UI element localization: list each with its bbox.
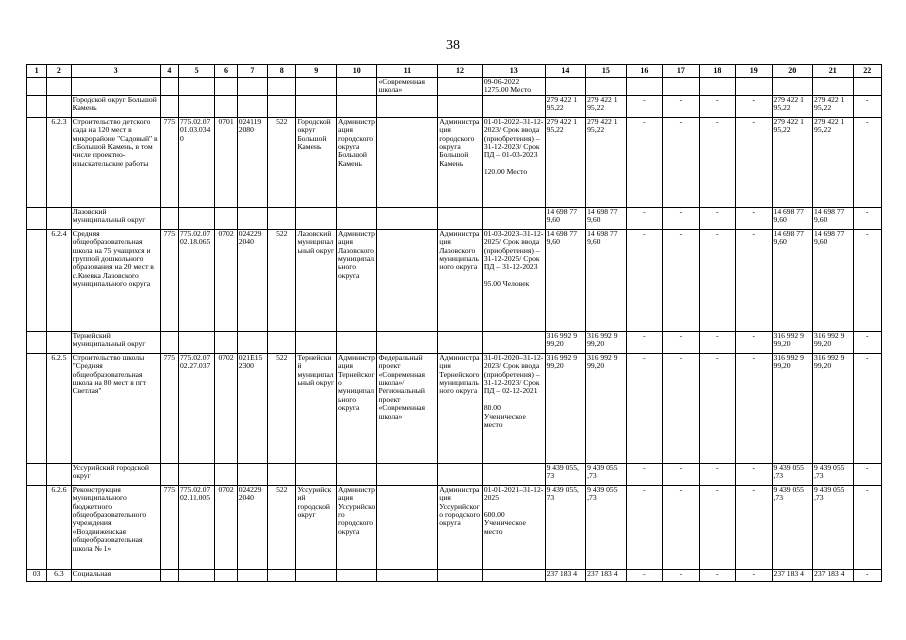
table-cell: [336, 78, 377, 96]
table-cell: [482, 569, 545, 581]
table-cell: -: [853, 331, 881, 353]
table-cell: [178, 463, 214, 485]
table-cell: [27, 207, 47, 229]
table-cell: -: [626, 463, 662, 485]
table-cell: 316 992 9 99,20: [586, 331, 627, 353]
table-cell: [663, 78, 699, 96]
table-cell: -: [853, 95, 881, 117]
table-cell: [47, 331, 71, 353]
table-cell: Тернейский муниципальный округ: [71, 331, 160, 353]
table-cell: -: [699, 229, 735, 331]
table-cell: 03: [27, 569, 47, 581]
table-cell: [438, 95, 483, 117]
table-cell: -: [626, 117, 662, 207]
table-cell: Уссурийский городской округ: [296, 485, 337, 569]
table-cell: [813, 78, 854, 96]
table-cell: 522: [268, 485, 296, 569]
table-cell: [268, 207, 296, 229]
table-cell: [27, 78, 47, 96]
table-cell: Администрация Тернейского муниципального округа: [336, 353, 377, 463]
table-cell: 237 183 4: [545, 569, 586, 581]
table-cell: [545, 78, 586, 96]
table-cell: 775.02.07 02.11.005: [178, 485, 214, 569]
table-cell: 279 422 1 95,22: [813, 95, 854, 117]
table-cell: 775: [160, 117, 178, 207]
table-cell: [71, 78, 160, 96]
table-cell: -: [736, 463, 772, 485]
table-cell: [268, 95, 296, 117]
header-cell: 12: [438, 65, 483, 78]
table-cell: [268, 569, 296, 581]
table-cell: -: [699, 117, 735, 207]
table-cell: [296, 207, 337, 229]
table-cell: 9 439 055, 73: [545, 463, 586, 485]
table-cell: Администрация Тернейского муниципального округа: [438, 353, 483, 463]
table-cell: -: [626, 229, 662, 331]
table-cell: Городской округ Большой Камень: [71, 95, 160, 117]
table-cell: [377, 331, 438, 353]
table-cell: -: [736, 229, 772, 331]
table-cell: -: [626, 207, 662, 229]
table-cell: [160, 569, 178, 581]
header-cell: 8: [268, 65, 296, 78]
table-cell: -: [663, 569, 699, 581]
table-cell: [237, 331, 267, 353]
table-cell: [160, 463, 178, 485]
table-cell: 279 422 1 95,22: [772, 95, 813, 117]
table-cell: 14 698 77 9,60: [545, 207, 586, 229]
header-cell: 15: [586, 65, 627, 78]
header-cell: 3: [71, 65, 160, 78]
table-cell: -: [699, 569, 735, 581]
table-cell: -: [699, 95, 735, 117]
table-cell: Строительство школы "Средняя общеобразовательная школа на 80 мест в пгт Светлая": [71, 353, 160, 463]
table-cell: 775.02.07 02.18.065: [178, 229, 214, 331]
table-cell: 279 422 1 95,22: [772, 117, 813, 207]
table-cell: 316 992 9 99,20: [813, 353, 854, 463]
table-cell: -: [626, 485, 662, 569]
table-cell: [377, 569, 438, 581]
table-cell: [438, 331, 483, 353]
table-cell: [215, 463, 237, 485]
table-cell: 14 698 77 9,60: [545, 229, 586, 331]
table-cell: [27, 463, 47, 485]
table-row: [27, 95, 882, 117]
table-row: [27, 117, 882, 207]
table-cell: -: [663, 207, 699, 229]
table-cell: -: [663, 331, 699, 353]
table-cell: 6.2.6: [47, 485, 71, 569]
page-number: 38: [446, 38, 460, 53]
table-cell: [377, 485, 438, 569]
table-cell: [377, 95, 438, 117]
table-cell: -: [663, 353, 699, 463]
table-cell: -: [853, 229, 881, 331]
table-cell: -: [853, 117, 881, 207]
table-cell: [237, 95, 267, 117]
table-cell: [178, 207, 214, 229]
table-cell: [336, 95, 377, 117]
table-cell: [178, 331, 214, 353]
header-cell: 1: [27, 65, 47, 78]
table-cell: [178, 95, 214, 117]
table-cell: 024119 2080: [237, 117, 267, 207]
table-cell: 279 422 1 95,22: [545, 95, 586, 117]
table-cell: 9 439 055, 73: [545, 485, 586, 569]
table-cell: [237, 569, 267, 581]
table-cell: 024229 2040: [237, 229, 267, 331]
table-cell: -: [736, 117, 772, 207]
table-cell: 775: [160, 485, 178, 569]
table-cell: [772, 78, 813, 96]
table-cell: Администрация Уссурийского городского округа: [438, 485, 483, 569]
table-cell: [626, 78, 662, 96]
table-cell: Уссурийский городской округ: [71, 463, 160, 485]
table-cell: [215, 95, 237, 117]
table-cell: 14 698 77 9,60: [813, 229, 854, 331]
table-cell: [336, 569, 377, 581]
investment-table: [26, 64, 882, 582]
table-cell: Федеральный проект «Современная школа»/Региональный проект «Современная школа»: [377, 353, 438, 463]
table-cell: Администрация Уссурийского городского округа: [336, 485, 377, 569]
table-cell: -: [663, 95, 699, 117]
header-cell: 22: [853, 65, 881, 78]
header-cell: 5: [178, 65, 214, 78]
table-cell: 9 439 055 ,73: [586, 485, 627, 569]
table-cell: [296, 78, 337, 96]
table-cell: -: [736, 485, 772, 569]
table-cell: [853, 78, 881, 96]
table-cell: 024229 2040: [237, 485, 267, 569]
table-cell: [438, 569, 483, 581]
table-row: [27, 569, 882, 581]
table-cell: [27, 485, 47, 569]
table-cell: [377, 207, 438, 229]
table-cell: -: [736, 95, 772, 117]
table-cell: 0702: [215, 229, 237, 331]
table-cell: 01-01-2021–31-12-2025 600.00 Ученическое место: [482, 485, 545, 569]
table-cell: [296, 95, 337, 117]
table-cell: [215, 207, 237, 229]
table-cell: [237, 207, 267, 229]
table-cell: [482, 331, 545, 353]
table-cell: [47, 207, 71, 229]
table-cell: [482, 95, 545, 117]
table-cell: [160, 331, 178, 353]
table-cell: Администрация Лазовского муниципального округа: [336, 229, 377, 331]
table-cell: -: [736, 331, 772, 353]
table-cell: -: [663, 485, 699, 569]
table-cell: Лазовский муниципальный округ: [71, 207, 160, 229]
table-cell: 775.02.07 02.27.037: [178, 353, 214, 463]
table-cell: Лазовский муниципальный округ: [296, 229, 337, 331]
table-cell: [27, 353, 47, 463]
table-cell: [215, 569, 237, 581]
table-cell: [160, 78, 178, 96]
table-cell: 6.2.4: [47, 229, 71, 331]
header-cell: 6: [215, 65, 237, 78]
table-cell: [336, 331, 377, 353]
table-cell: 6.3: [47, 569, 71, 581]
table-cell: -: [626, 353, 662, 463]
table-cell: [215, 78, 237, 96]
table-cell: [268, 463, 296, 485]
table-cell: 316 992 9 99,20: [813, 331, 854, 353]
table-cell: 6.2.3: [47, 117, 71, 207]
table-cell: [377, 463, 438, 485]
table-cell: 775.02.07 01.03.034 0: [178, 117, 214, 207]
table-cell: 0702: [215, 353, 237, 463]
table-cell: Городской округ Большой Камень: [296, 117, 337, 207]
table-cell: -: [626, 331, 662, 353]
table-cell: -: [663, 463, 699, 485]
table-cell: 316 992 9 99,20: [772, 331, 813, 353]
table-cell: 6.2.5: [47, 353, 71, 463]
table-cell: 316 992 9 99,20: [772, 353, 813, 463]
table-cell: -: [853, 485, 881, 569]
table-cell: [160, 95, 178, 117]
table-cell: [47, 78, 71, 96]
table-cell: 316 992 9 99,20: [586, 353, 627, 463]
header-cell: 18: [699, 65, 735, 78]
table-row: [27, 78, 882, 96]
header-cell: 21: [813, 65, 854, 78]
table-row: [27, 229, 882, 331]
table-cell: Средняя общеобразовательная школа на 75 учащихся и группой дошкольного образования на 20 мест в с.Киевка Лазовского муниципального округа: [71, 229, 160, 331]
table-cell: [237, 78, 267, 96]
table-row: [27, 207, 882, 229]
table-cell: [336, 207, 377, 229]
table-cell: -: [736, 207, 772, 229]
table-cell: -: [663, 117, 699, 207]
header-cell: 4: [160, 65, 178, 78]
table-cell: 31-01-2020–31-12-2023/ Срок ввода (приобретения) – 31-12-2023/ Срок ПД – 02-12-2021 80.00 Ученическое место: [482, 353, 545, 463]
table-cell: [438, 463, 483, 485]
table-cell: Администрация Лазовского муниципального округа: [438, 229, 483, 331]
table-cell: [377, 117, 438, 207]
table-row: [27, 485, 882, 569]
header-cell: 7: [237, 65, 267, 78]
table-cell: 09-06-2022 1275.00 Место: [482, 78, 545, 96]
table-cell: 14 698 77 9,60: [586, 207, 627, 229]
table-cell: 0701: [215, 117, 237, 207]
table-cell: -: [853, 207, 881, 229]
table-cell: [268, 331, 296, 353]
table-cell: 0702: [215, 485, 237, 569]
table-cell: 14 698 77 9,60: [586, 229, 627, 331]
table-cell: -: [699, 353, 735, 463]
table-row: [27, 331, 882, 353]
table-cell: -: [626, 569, 662, 581]
table-cell: [482, 463, 545, 485]
table-cell: [586, 78, 627, 96]
table-cell: 237 183 4: [772, 569, 813, 581]
header-cell: 16: [626, 65, 662, 78]
table-cell: [27, 95, 47, 117]
table-cell: -: [853, 353, 881, 463]
table-cell: 021E15 2300: [237, 353, 267, 463]
table-cell: 9 439 055 ,73: [813, 463, 854, 485]
table-cell: «Современная школа»: [377, 78, 438, 96]
table-cell: 14 698 77 9,60: [772, 207, 813, 229]
table-cell: -: [699, 463, 735, 485]
table-cell: [296, 569, 337, 581]
table-cell: 237 183 4: [813, 569, 854, 581]
table-cell: Строительство детского сада на 120 мест в микрорайоне "Садовый" в г.Большой Камень, в том числе проектно-изыскательские работы: [71, 117, 160, 207]
table-cell: -: [736, 353, 772, 463]
table-cell: 9 439 055 ,73: [586, 463, 627, 485]
table-cell: -: [699, 207, 735, 229]
table-cell: 01-01-2022–31-12-2023/ Срок ввода (приобретения) – 31-12-2023/ Срок ПД – 01-03-2023 120.00 Место: [482, 117, 545, 207]
header-cell: 10: [336, 65, 377, 78]
table-cell: -: [736, 569, 772, 581]
table-cell: 775: [160, 353, 178, 463]
table-cell: 279 422 1 95,22: [545, 117, 586, 207]
table-cell: 522: [268, 117, 296, 207]
table-cell: [296, 331, 337, 353]
table-cell: 01-03-2023–31-12-2025/ Срок ввода (приобретения) – 31-12-2025/ Срок ПД – 31-12-2023 95.00 Человек: [482, 229, 545, 331]
table-cell: 316 992 9 99,20: [545, 353, 586, 463]
header-cell: 11: [377, 65, 438, 78]
table-cell: 279 422 1 95,22: [813, 117, 854, 207]
table-cell: 9 439 055 ,73: [772, 463, 813, 485]
table-cell: 279 422 1 95,22: [586, 117, 627, 207]
table-cell: -: [853, 569, 881, 581]
table-cell: [178, 78, 214, 96]
table-cell: [482, 207, 545, 229]
header-cell: 20: [772, 65, 813, 78]
table-cell: -: [699, 331, 735, 353]
table-cell: [27, 117, 47, 207]
table-cell: -: [853, 463, 881, 485]
table-cell: [268, 78, 296, 96]
header-cell: 2: [47, 65, 71, 78]
table-cell: 522: [268, 353, 296, 463]
table-cell: Тернейский муниципальный округ: [296, 353, 337, 463]
table-cell: 237 183 4: [586, 569, 627, 581]
table-cell: 14 698 77 9,60: [813, 207, 854, 229]
table-cell: [27, 229, 47, 331]
header-cell: 14: [545, 65, 586, 78]
table-cell: 279 422 1 95,22: [586, 95, 627, 117]
header-cell: 13: [482, 65, 545, 78]
table-cell: -: [699, 485, 735, 569]
table-cell: [237, 463, 267, 485]
table-row: [27, 463, 882, 485]
table-cell: -: [626, 95, 662, 117]
header-cell: 9: [296, 65, 337, 78]
header-cell: 17: [663, 65, 699, 78]
table-cell: [699, 78, 735, 96]
table-cell: 316 992 9 99,20: [545, 331, 586, 353]
table-cell: 9 439 055 ,73: [813, 485, 854, 569]
table-cell: [438, 207, 483, 229]
table-cell: Администрация городского округа Большой Камень: [336, 117, 377, 207]
table-cell: 775: [160, 229, 178, 331]
table-cell: [215, 331, 237, 353]
table-cell: [178, 569, 214, 581]
header-cell: 19: [736, 65, 772, 78]
table-cell: [438, 78, 483, 96]
table-cell: [377, 229, 438, 331]
table-cell: Администрация городского округа Большой Камень: [438, 117, 483, 207]
table-cell: [47, 463, 71, 485]
table-cell: Социальная: [71, 569, 160, 581]
table-cell: -: [663, 229, 699, 331]
table-cell: [160, 207, 178, 229]
table-cell: [296, 463, 337, 485]
header-row: [27, 65, 882, 78]
table-cell: [336, 463, 377, 485]
table-cell: [736, 78, 772, 96]
table-cell: 14 698 77 9,60: [772, 229, 813, 331]
table-cell: 522: [268, 229, 296, 331]
table-cell: Реконструкция муниципального бюджетного общеобразовательного учреждения «Воздвиженская общеобразовательная школа № 1»: [71, 485, 160, 569]
table-cell: 9 439 055 ,73: [772, 485, 813, 569]
table-cell: [47, 95, 71, 117]
table-row: [27, 353, 882, 463]
table-cell: [27, 331, 47, 353]
